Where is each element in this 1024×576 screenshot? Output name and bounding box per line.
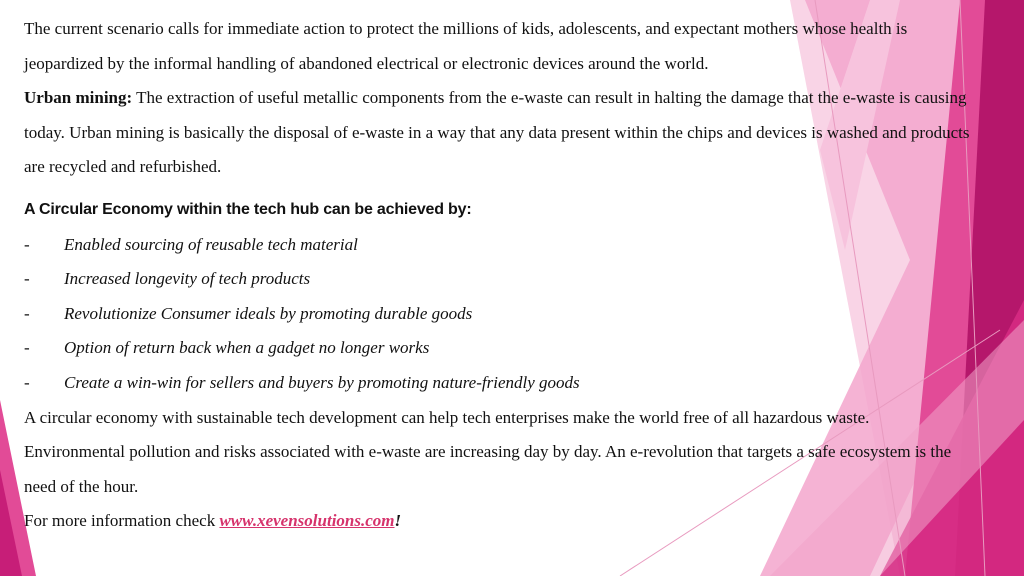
more-info-line	[24, 504, 974, 539]
bullet-text: Create a win-win for sellers and buyers by promoting nature-friendly goods	[64, 372, 580, 392]
bullet-text: Option of return back when a gadget no longer works	[64, 338, 430, 358]
bullet-text: Revolutionize Consumer ideals by promoting durable goods	[64, 303, 473, 323]
bullet-dash: -	[24, 269, 30, 289]
urban-mining-paragraph	[24, 81, 974, 185]
conclusion-paragraph: A circular economy with sustainable tech development can help tech enterprises make the world free of all hazardous waste. Environmental pollution and risks associated with e-waste are increasing day by day. An e-revolution that targets a safe ecosystem is the need of the hour.	[24, 407, 952, 496]
circular-economy-list	[24, 228, 974, 401]
urban-mining-text: The extraction of useful metallic components from the e-waste can result in halting the damage that the e-waste is causing today. Urban mining is basically the disposal of e-waste in a way that any data present within the chips and devices is washed and products are recycled and refurbished.	[24, 88, 970, 177]
slide-content	[24, 12, 974, 539]
bullet-text: Increased longevity of tech products	[64, 269, 311, 289]
urban-mining-label: Urban mining:	[24, 88, 133, 108]
more-info-suffix: !	[394, 511, 402, 531]
bullet-dash: -	[24, 338, 30, 358]
list-item	[24, 297, 974, 332]
more-info-prefix: For more information check	[24, 511, 220, 531]
bullet-dash: -	[24, 303, 30, 323]
bullet-dash: -	[24, 234, 30, 254]
list-item	[24, 262, 974, 297]
list-item	[24, 331, 974, 366]
bullet-dash: -	[24, 372, 30, 392]
list-item	[24, 366, 974, 401]
intro-paragraph: The current scenario calls for immediate action to protect the millions of kids, adolescents, and expectant mothers whose health is jeopardized by the informal handling of abandoned electrical or electronic devices around the world.	[24, 19, 908, 73]
bullet-text: Enabled sourcing of reusable tech material	[64, 234, 358, 254]
circular-economy-heading: A Circular Economy within the tech hub can be achieved by:	[24, 200, 472, 218]
list-item	[24, 228, 974, 263]
website-link[interactable]: www.xevensolutions.com	[219, 511, 395, 531]
